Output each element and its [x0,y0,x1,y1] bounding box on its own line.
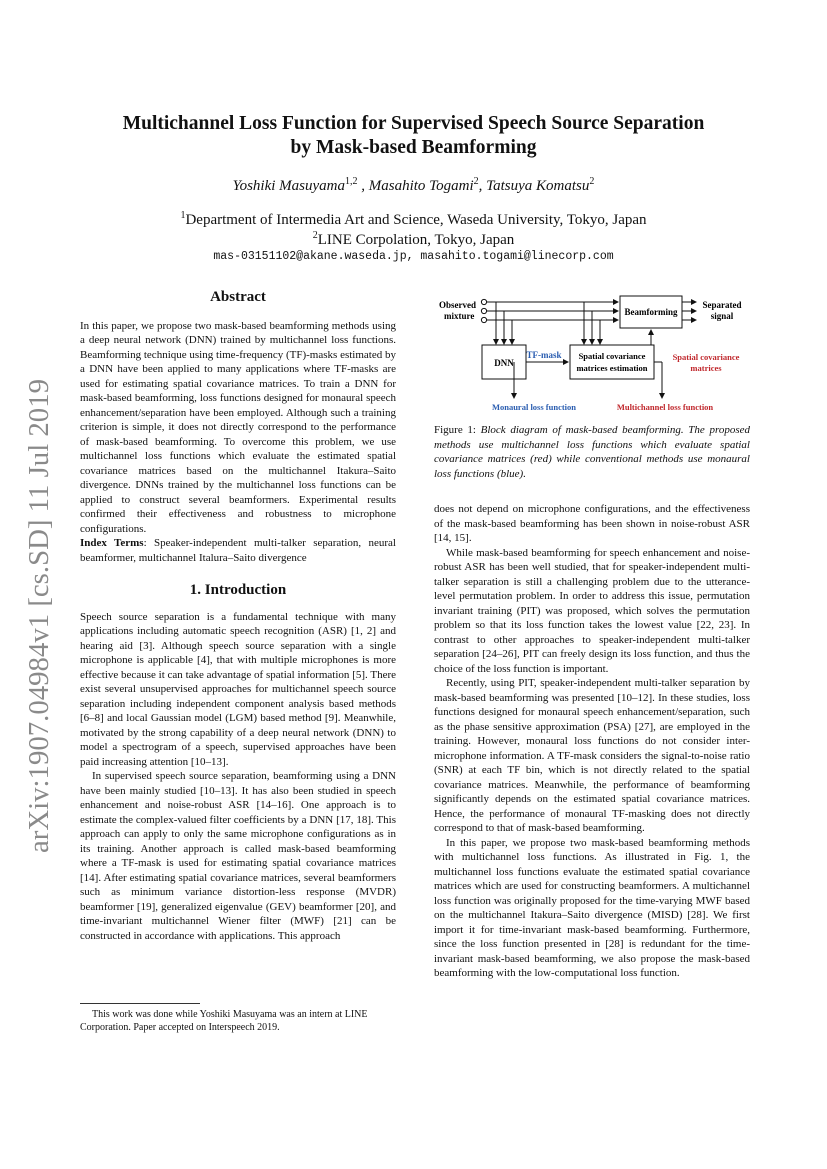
tf-mask-label: TF-mask [526,350,562,360]
abstract-text: In this paper, we propose two mask-based beamforming methods using a deep neural network (DNN) trained by multichannel loss functions. Beamforming technique using time-frequency (TF)-masks estimated by a DNN have been applied to many applications where TF-masks are used for estimating spatial covariance matrices. To train a DNN for mask-based beamforming, loss functions designed for monaural speech enhancement/separation have been employed. Although such a training criterion is simple, it does not directly correspond to the performance of mask-based beamforming. To overcome this problem, we use multichannel loss functions which evaluate the estimated spatial covariance matrices based on the multichannel Itakura–Saito divergence. DNNs trained by the multichannel loss functions can be applied to construct several beamformers. Experimental results confirmed their effectiveness and robustness to microphone configurations. [80,319,396,535]
input-node [481,317,486,322]
author-name: Yoshiki Masuyama [232,178,345,194]
dnn-label: DNN [494,358,514,368]
spatial-box-label-1: Spatial covariance [578,351,646,361]
footnote [80,1003,396,1034]
spatial-output-label-2: matrices [690,363,722,373]
author-name: Tatsuya Komatsu [486,178,590,194]
affiliation-sup: 2 [312,230,318,241]
author-separator: , [357,178,369,194]
beamforming-label: Beamforming [624,307,678,317]
footnote-text: This work was done while Yoshiki Masuyama was an intern at LINE Corporation. Paper accepted on Interspeech 2019. [80,1009,368,1033]
figure-caption [434,423,750,481]
author-emails: mas-03151102@akane.waseda.jp, masahito.togami@linecorp.com [213,250,614,263]
right-paragraph-4: In this paper, we propose two mask-based beamforming methods with multichannel loss functions. As illustrated in Fig. 1, the multichannel loss functions evaluate the estimated spatial covariance matrices which are used for constructing beamformers. A multichannel loss function was originally proposed for the time-varying MWF based on the multichannel Itakura–Saito divergence (MISD) [28]. We first import it for time-invariant mask-based beamforming. Furthermore, since the loss function presented in [28] is redundant for the time-invariant mask-based beamforming, we also propose the mask-based beamforming with the low-computational loss function. [434,836,750,979]
multichannel-loss-label: Multichannel loss function [616,402,714,412]
affiliation-text: Department of Intermedia Art and Science, Waseda University, Tokyo, Japan [185,212,647,228]
title-line-2: by Mask-based Beamforming [290,137,537,158]
author-list [80,176,747,195]
author-affil-sup: 1,2 [345,176,358,187]
input-node [481,299,486,304]
arxiv-stamp-text: arXiv:1907.04984v1 [cs.SD] 11 Jul 2019 [23,375,55,853]
affiliation-2 [80,230,747,249]
intro-paragraph-2: In supervised speech source separation, beamforming using a DNN have been mainly studied [10–13]. It has also been studied in speech enhancement and noise-robust ASR [14–16]. One approach is to estimate the complex-valued filter coefficients by a DNN [17, 18]. This approach can apply to only the same microphone configurations as in its training. Another approach is called mask-based beamforming where a TF-mask is used for estimating spatial covariance matrices [14]. After estimating spatial covariance matrices, several beamformers such as minimum variance distortion-less response (MVDR) beamformer [19], generalized eigenvalue (GEV) beamformer [20], and time-invariant multichannel Wiener filter (MWF) [21] can be constructed in accordance with applications. This approach [80,770,396,942]
left-column [80,290,396,943]
spatial-output-label-1: Spatial covariance [672,352,740,362]
footnote-rule [80,1003,200,1004]
right-column [434,502,750,981]
input-node [481,308,486,313]
author-separator: , [478,178,487,194]
index-terms-label: Index Terms [80,537,144,549]
separated-signal-label-2: signal [710,311,734,321]
monaural-loss-label: Monaural loss function [491,402,577,412]
abstract-heading: Abstract [210,289,266,305]
title-line-1: Multichannel Loss Function for Supervised Speech Source Separation [122,113,705,134]
figure-caption-text: Block diagram of mask-based beamforming. The proposed methods use multichannel loss functions which evaluate spatial covariance matrices (red) while conventional methods use monaural loss functions (blue). [434,424,750,480]
observed-mixture-label: Observed [439,300,476,310]
affiliation-sup: 1 [180,210,186,221]
observed-mixture-label-2: mixture [444,311,475,321]
separated-signal-label: Separated [702,300,742,310]
paper-title [80,112,747,160]
right-paragraph-2: While mask-based beamforming for speech enhancement and noise-robust ASR has been well studied, that for speaker-independent multi-talker separation is still a challenging problem due to the utterance-level permutation problem. In order to address this issue, permutation invariant training (PIT) was proposed, which solves the permutation problem so that its loss function takes the lowest value [22, 23]. In contrast to other approaches to speaker-independent multi-talker separation [24–26], PIT can freely design its loss function, and thus the choice of the loss function is important. [434,546,750,675]
arxiv-stamp [0,375,80,855]
author-affil-sup: 2 [473,176,479,187]
introduction-heading: 1. Introduction [189,582,287,598]
figure-caption-label: Figure 1: [434,424,476,436]
figure-1 [434,292,750,417]
affiliation-1 [80,210,747,229]
right-paragraph-1: does not depend on microphone configurations, and the effectiveness of the mask-based beamforming has been shown in noise-robust ASR [14, 15]. [434,503,750,544]
spatial-box-label-2: matrices estimation [576,363,648,373]
index-terms-text: : Speaker-independent multi-talker separation, neural beamformer, multichannel Italura–Saito divergence [80,537,396,564]
author-affil-sup: 2 [589,176,595,187]
intro-paragraph-1: Speech source separation is a fundamental technique with many applications including automatic speech recognition (ASR) [1, 2] and hearing aid [3]. Although speech source separation with a single microphone is applicable [4], that with multiple microphones is more effective because it can take advantage of spatial information [5]. There exist several unsupervised approaches for multichannel speech source separation including independent component analysis based methods [6–8] and local Gaussian model (LGM) based method [9]. Meanwhile, motivated by the strong capability of a deep neural network (DNN) to model a spectrogram of a speech, supervised approaches have been paid increasing attention [10–13]. [80,610,396,768]
author-name: Masahito Togami [368,178,474,194]
affiliation-text: LINE Corpolation, Tokyo, Japan [317,232,515,248]
block-diagram [434,292,750,417]
right-paragraph-3: Recently, using PIT, speaker-independent multi-talker separation by mask-based beamforming was presented [10–12]. In these studies, loss functions designed for monaural speech enhancement/separation, such as the phase sensitive approximation (PSA) [27], are employed in the training. However, monaural loss functions do not consider inter-microphone information. A TF-mask considers the signal-to-noise ratio (SNR) at each TF bin, which is not directly related to the spatial covariance matrices. Meanwhile, the performance of beamforming significantly depends on the estimated spatial covariance matrices. Hence, the performance of monaural TF-masking does not directly correspond to that of mask-based beamforming. [434,677,750,834]
